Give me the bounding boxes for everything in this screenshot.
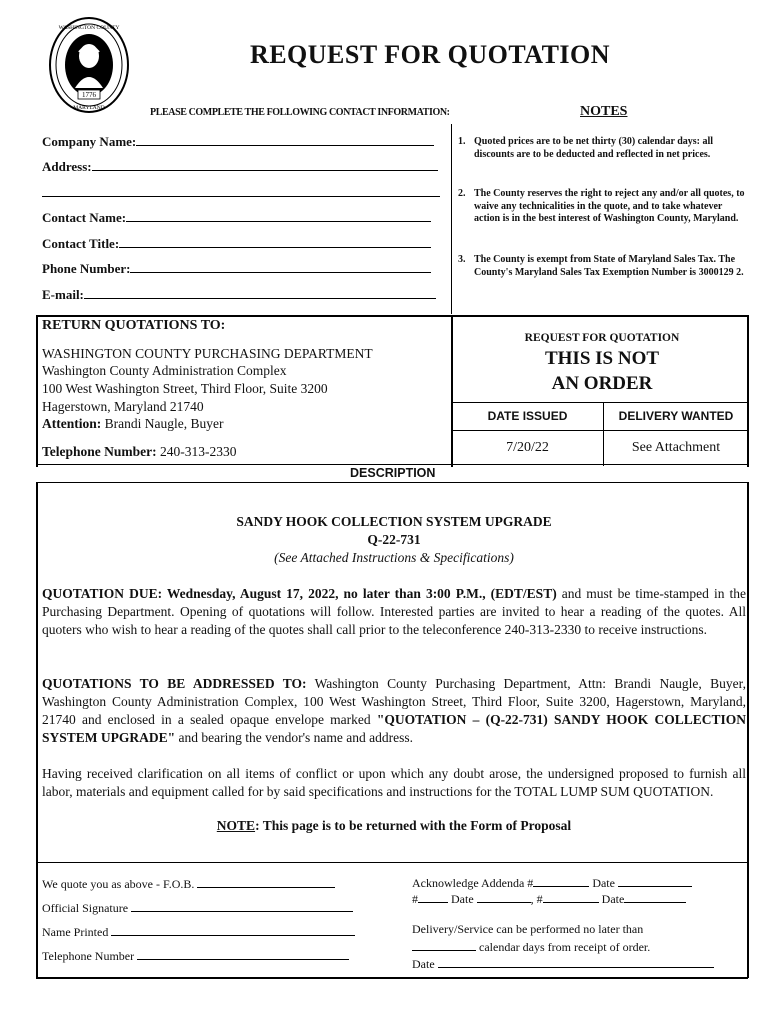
note-item-3: 3. The County is exempt from State of Maryland Sales Tax. The County's Maryland Sales Tax Exemption Number is 3000129 2. [458,254,744,278]
see-attached: (See Attached Instructions & Specifications) [274,550,514,565]
divider [36,862,748,863]
project-number: Q-22-731 [367,532,421,547]
fob-field[interactable]: We quote you as above - F.O.B. [42,875,335,892]
seal-bottom-text: MARYLAND [73,105,105,111]
seal-top-text: WASHINGTON COUNTY [58,25,120,31]
company-name-field[interactable] [42,133,434,150]
divider [747,482,749,978]
return-attention: Attention: Brandi Naugle, Buyer [42,416,224,431]
return-line3: 100 West Washington Street, Third Floor, Suite 3200 [42,381,328,396]
delivery-service-text: Delivery/Service can be performed no later than [412,922,644,936]
address-line2-field[interactable] [42,184,440,201]
return-line4: Hagerstown, Maryland 21740 [42,399,204,414]
delivery-wanted-header: DELIVERY WANTED [618,409,734,423]
phone-number-label: Phone Number: [42,261,131,276]
return-phone: Telephone Number: 240-313-2330 [42,444,237,459]
address-field[interactable] [42,158,438,175]
contact-title-label: Contact Title: [42,236,120,251]
acknowledge-addenda-field[interactable]: Acknowledge Addenda # Date [412,874,692,891]
return-note: NOTE: This page is to be returned with the Form of Proposal [216,818,572,833]
rfq-label: REQUEST FOR QUOTATION [524,332,680,344]
contact-instruction: PLEASE COMPLETE THE FOLLOWING CONTACT INFORMATION: [150,107,450,118]
divider [36,315,38,467]
page-title: REQUEST FOR QUOTATION [249,40,611,69]
washington-county-seal-icon [48,16,130,114]
addenda-line2-field[interactable]: # Date , # Date [412,890,686,907]
phone-number-field[interactable] [42,260,431,277]
return-dept: WASHINGTON COUNTY PURCHASING DEPARTMENT [42,346,373,361]
notes-heading: NOTES [580,104,628,119]
address-label: Address: [42,159,92,174]
delivery-wanted-value: See Attachment [631,440,721,455]
divider [36,977,748,979]
divider [36,315,748,317]
return-line2: Washington County Administration Complex [42,363,287,378]
return-heading: RETURN QUOTATIONS TO: [42,318,226,333]
company-name-label: Company Name: [42,134,137,149]
divider [451,124,452,314]
clarification-paragraph: Having received clarification on all items of conflict or upon which any doubt arose, the undersigned proposed to furnish all labor, materials and equipment called for by said specifications and instructions for the TOTAL LUMP SUM QUOTATION. [42,766,746,799]
date-issued-header: DATE ISSUED [487,409,568,423]
official-signature-field[interactable]: Official Signature [42,899,353,916]
name-printed-field[interactable]: Name Printed [42,923,355,940]
not-an-order: THIS IS NOT AN ORDER [544,348,660,394]
divider [36,482,38,978]
divider [36,482,748,483]
date-issued-value: 7/20/22 [506,440,549,455]
divider [451,402,748,403]
contact-name-label: Contact Name: [42,210,127,225]
divider [36,464,748,465]
note-item-2: 2. The County reserves the right to reject any and/or all quotes, to waive any technicalities in the quote, and to take whatever action is in the best interest of Washington County, Maryland. [458,188,745,224]
email-field[interactable] [42,286,436,303]
contact-title-field[interactable] [42,235,431,252]
contact-name-field[interactable] [42,209,431,226]
divider [451,430,748,431]
note-item-1: 1. Quoted prices are to be net thirty (30) calendar days: all discounts are to be deducted and reflected in net prices. [458,136,714,160]
quotation-due-paragraph: QUOTATION DUE: Wednesday, August 17, 2022, no later than 3:00 P.M., (EDT/EST) and must be time-stamped in the Purchasing Department. Opening of quotations will follow. Interested parties are invited to hear a reading of the quotes. All quoters who wish to hear a reading of the quotes shall call prior to the teleconference 240-313-2330 to receive instructions. [42,586,747,637]
delivery-date-field[interactable]: Date [412,955,714,972]
addressed-to-paragraph: QUOTATIONS TO BE ADDRESSED TO: Washington County Purchasing Department, Attn: Brandi Naugle, Buyer, Washington County Administration Complex, 100 West Washington Street, Third Floor, Suite 3200, Hagerstown, Maryland, 21740 and enclosed in a sealed opaque envelope marked "QUOTATION – (Q-22-731) SANDY HOOK COLLECTION SYSTEM UPGRADE" and bearing the vendor's name and address. [42,676,746,745]
description-heading: DESCRIPTION [350,466,436,480]
seal-year: 1776 [82,91,96,99]
project-title: SANDY HOOK COLLECTION SYSTEM UPGRADE [236,514,552,529]
email-label: E-mail: [42,287,84,302]
delivery-days-field[interactable]: calendar days from receipt of order. [412,938,650,955]
telephone-number-field[interactable]: Telephone Number [42,947,349,964]
